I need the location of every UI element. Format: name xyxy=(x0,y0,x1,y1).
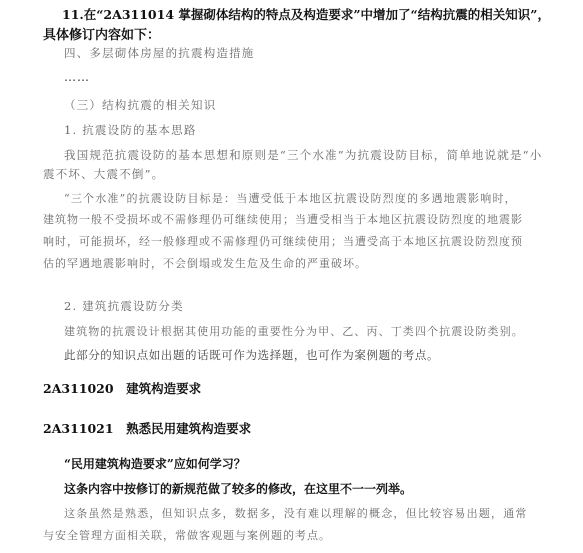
point-2-heading: 2. 建筑抗震设防分类 xyxy=(64,299,184,313)
section-code-2a311021: 2A311021 熟悉民用建筑构造要求 xyxy=(43,421,252,436)
ellipsis: …… xyxy=(64,70,90,84)
paragraph-2-line-2: 建筑物一般不受损坏或不需修理仍可继续使用；当遭受相当于本地区抗震设防烈度的地震影 xyxy=(43,213,523,226)
paragraph-3-line-1: 建筑物的抗震设计根据其使用功能的重要性分为甲、乙、丙、丁类四个抗震设防类别。 xyxy=(64,325,524,338)
point-1-heading: 1. 抗震设防的基本思路 xyxy=(64,123,197,137)
subsection-3-heading: （三）结构抗震的相关知识 xyxy=(64,98,217,112)
paragraph-1-line-1: 我国规范抗震设防的基本思想和原则是“三个水准”为抗震设防目标，简单地说就是“小 xyxy=(64,148,543,162)
study-question: “民用建筑构造要求”应如何学习？ xyxy=(64,457,246,471)
section-code-2a311020: 2A311020 建筑构造要求 xyxy=(43,381,202,396)
answer-line-1: 这条虽然是熟悉，但知识点多，数据多，没有难以理解的概念，但比较容易出题，通常 xyxy=(64,507,528,520)
section-4-heading: 四、多层砌体房屋的抗震构造措施 xyxy=(64,46,255,60)
answer-bold-line: 这条内容中按修订的新规范做了较多的修改，在这里不一一列举。 xyxy=(64,482,413,496)
paragraph-2-line-3: 响时，可能损坏，经一般修理或不需修理仍可继续使用；当遭受高于本地区抗震设防烈度预 xyxy=(43,235,523,248)
item-11-line-1: 11.在“2A311014 掌握砌体结构的特点及构造要求”中增加了“结构抗震的相关知识”， xyxy=(62,7,550,22)
paragraph-1-line-2: 震不坏、大震不倒”。 xyxy=(43,167,165,181)
answer-line-2: 与安全管理方面相关联，常做客观题与案例题的考点。 xyxy=(43,529,331,542)
paragraph-2-line-4: 估的罕遇地震影响时，不会倒塌或发生危及生命的严重破坏。 xyxy=(43,257,367,270)
paragraph-3-line-2: 此部分的知识点如出题的话既可作为选择题，也可作为案例题的考点。 xyxy=(64,348,440,362)
paragraph-2-line-1: “三个水准”的抗震设防目标是：当遭受低于本地区抗震设防烈度的多遇地震影响时， xyxy=(64,192,517,205)
item-11-line-2: 具体修订内容如下： xyxy=(43,28,161,43)
